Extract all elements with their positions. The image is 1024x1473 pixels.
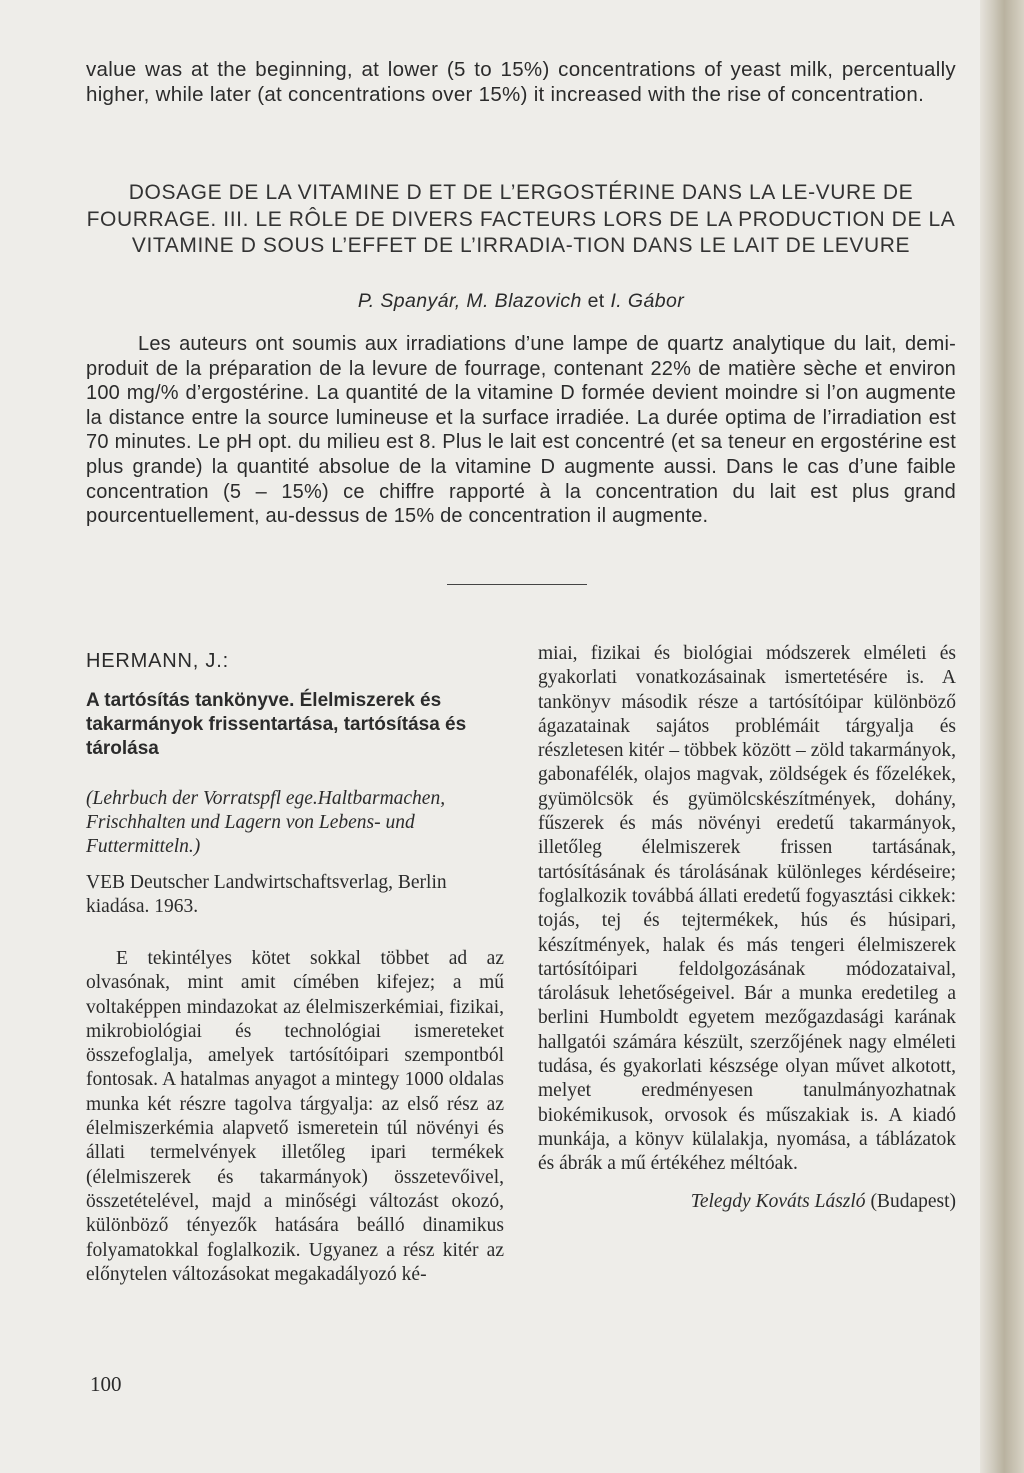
intro-text: value was at the beginning, at lower (5 to 15%) concentrations of yeast milk, percentually higher, while later (at concentrations over 15%) it increased with the rise of concentration. xyxy=(86,58,956,106)
reviewer-name: Telegdy Kováts László xyxy=(690,1190,866,1212)
article-abstract xyxy=(86,332,956,529)
book-title-german: (Lehrbuch der Vorratspfl ege.Haltbarmachen, Frischhalten und Lagern von Lebens- und Futtermitteln.) xyxy=(86,788,446,857)
page-edge-shadow xyxy=(980,0,1024,1473)
review-text-left: E tekintélyes kötet sokkal többet ad az olvasónak, mint amit címében kifejez; a mű voltaképpen mindazokat az élelmiszerkémiai, fizikai, mikrobiológiai és technológiai ismereteket összefoglalja, amelyek tartósítóipari szempontból fontosak. A hatalmas anyagot a mintegy 1000 oldalas munka két részre tagolva tárgyalja: az első rész az élelmiszerkémia alapvető ismeretein túl növényi és állati termelvények illetőleg ipari termékek (élelmiszerek és takarmányok) összetevőivel, összetételével, majd a minőségi változást okozó, különböző tényezők hatására beálló dinamikus folyamatokkal foglalkozik. Ugyanez a rész kitér az előnytelen változásokat megakadályozó ké- xyxy=(86,948,504,1285)
review-left-column xyxy=(86,642,504,1287)
book-title: A tartósítás tankönyve. Élelmiszerek és takarmányok frissentartása, tartósítása és tárolása xyxy=(86,690,467,759)
section-divider xyxy=(447,584,587,585)
reviewer-signature xyxy=(538,1191,956,1213)
article-title: DOSAGE DE LA VITAMINE D ET DE L’ERGOSTÉRINE DANS LA LE-VURE DE FOURRAGE. III. LE RÔLE DE DIVERS FACTEURS LORS DE LA PRODUCTION DE LA VITAMINE D SOUS L’EFFET DE L’IRRADIA-TION DANS LE LAIT DE LEVURE xyxy=(86,181,956,257)
reviewer-city: (Budapest) xyxy=(870,1190,956,1212)
author-primary: P. Spanyár, M. Blazovich xyxy=(357,290,582,312)
abstract-text: Les auteurs ont soumis aux irradiations d’une lampe de quartz analytique du lait, demi-produit de la préparation de la levure de fourrage, contenant 22% de matière sèche et environ 100 mg/% d’ergostérine. La quantité de la vitamine D formée devient moindre si l’on augmente la distance entre la source lumineuse et la surface irradiée. La durée optima de l’irradiation est 70 minutes. Le pH opt. du milieu est 8. Plus le lait est concentré (et sa teneur en ergostérine est plus grande) la quantité absolue de la vitamine D augmente aussi. Dans le cas d’une faible concentration (5 – 15%) ce chiffre rapporté à la concentration du lait est plus grand pourcentuellement, au-dessus de 15% de concentration il augmente. xyxy=(86,333,956,528)
review-body-left xyxy=(86,947,504,1287)
publisher-info: VEB Deutscher Landwirtschaftsverlag, Berlin kiadása. 1963. xyxy=(86,872,447,917)
review-body-right xyxy=(538,642,956,1177)
review-author: HERMANN, J.: xyxy=(86,650,229,672)
intro-paragraph xyxy=(86,58,956,107)
author-secondary: I. Gábor xyxy=(610,290,685,312)
author-conjunction: et xyxy=(587,290,605,312)
review-text-right: miai, fizikai és biológiai módszerek elméleti és gyakorlati vonatkozásainak ismertetésére is. A tankönyv második része a tartósítóipar különböző ágazatainak sajátos problémáit tárgyalja és részletesen kitér – többek között – zöld takarmányok, gabonafélék, olajos magvak, zöldségek és főzelékek, gyümölcsök és gyümölcskészítmények, dohány, fűszerek és más növényi eredetű takarmányok, illetőleg élelmiszerek frissen tartásának, tartósításának és tárolásának különleges kérdéseire; foglalkozik továbbá állati eredetű fogyasztási cikkek: tojás, tej és tejtermékek, hús és húsipari, készítmények, halak és más tengeri élelmiszerek tartósítóipari feldolgozásának módozataival, tárolásuk lehetőségeivel. Bár a munka eredetileg a berlini Humboldt egyetem mezőgazdasági karának hallgatói számára készült, szerzőjének nagy elméleti tudása, és gyakorlati készsége olyan művet alkotott, melyet eredményesen tanulmányozhatnak biokémikusok, orvosok és műszakiak is. A kiadó munkája, a könyv külalakja, nyomása, a táblázatok és ábrák a mű értékéhez méltóak. xyxy=(538,643,956,1175)
page-number: 100 xyxy=(90,1372,122,1396)
review-right-column xyxy=(538,642,956,1213)
article-authors xyxy=(86,290,956,313)
